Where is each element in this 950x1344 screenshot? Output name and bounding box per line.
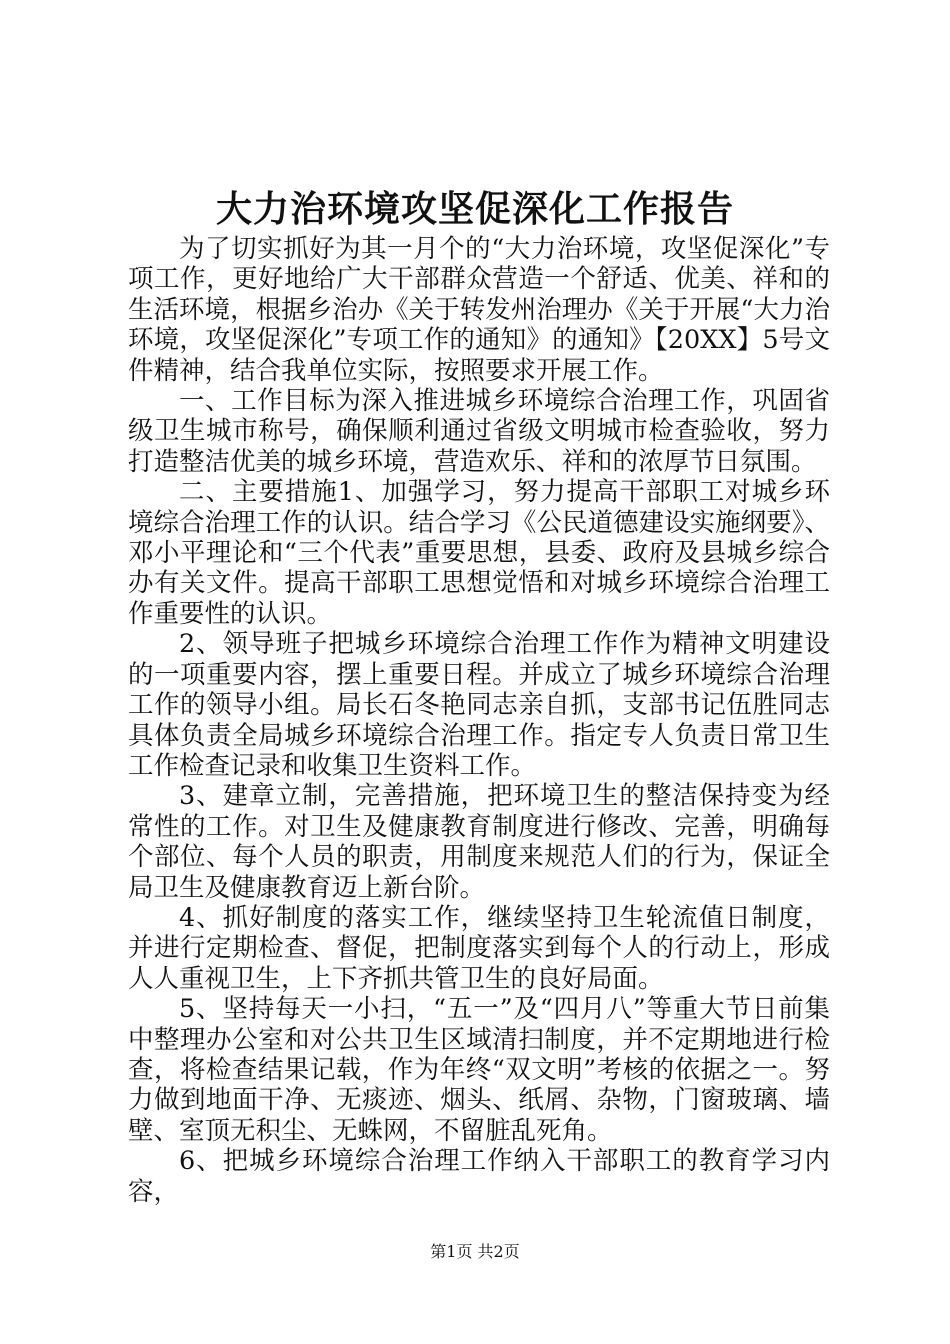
page-footer: 第1页 共2页 <box>430 1242 520 1261</box>
document-body <box>128 234 830 1207</box>
paragraph-intro: 为了切实抓好为其一月个的“大力治环境，攻坚促深化”专项工作，更好地给广大干部群众营造一个舒适、优美、祥和的生活环境，根据乡治办《关于转发州治理办《关于开展“大力治环境，攻坚促深化”专项工作的通知》的通知》【20XX】5号文件精神，结合我单位实际，按照要求开展工作。 <box>128 234 830 386</box>
paragraph-measures-1: 二、主要措施1、加强学习，努力提高干部职工对城乡环境综合治理工作的认识。结合学习《公民道德建设实施纲要》、邓小平理论和“三个代表”重要思想，县委、政府及县城乡综合办有关文件。提高干部职工思想觉悟和对城乡环境综合治理工作重要性的认识。 <box>128 477 830 629</box>
paragraph-measures-2: 2、领导班子把城乡环境综合治理工作作为精神文明建设的一项重要内容，摆上重要日程。并成立了城乡环境综合治理工作的领导小组。局长石冬艳同志亲自抓，支部书记伍胜同志具体负责全局城乡环境综合治理工作。指定专人负责日常卫生工作检查记录和收集卫生资料工作。 <box>128 629 830 781</box>
paragraph-measures-3: 3、建章立制，完善措施，把环境卫生的整洁保持变为经常性的工作。对卫生及健康教育制度进行修改、完善，明确每个部位、每个人员的职责，用制度来规范人们的行为，保证全局卫生及健康教育迈上新台阶。 <box>128 781 830 903</box>
document-title: 大力治环境攻坚促深化工作报告 <box>215 188 734 230</box>
paragraph-measures-4: 4、抓好制度的落实工作，继续坚持卫生轮流值日制度，并进行定期检查、督促，把制度落实到每个人的行动上，形成人人重视卫生，上下齐抓共管卫生的良好局面。 <box>128 902 830 994</box>
paragraph-measures-6: 6、把城乡环境综合治理工作纳入干部职工的教育学习内容， <box>128 1146 830 1207</box>
paragraph-goals: 一、工作目标为深入推进城乡环境综合治理工作，巩固省级卫生城市称号，确保顺利通过省级文明城市检查验收，努力打造整洁优美的城乡环境，营造欢乐、祥和的浓厚节日氛围。 <box>128 386 830 477</box>
paragraph-measures-5: 5、坚持每天一小扫，“五一”及“四月八”等重大节日前集中整理办公室和对公共卫生区域清扫制度，并不定期地进行检查，将检查结果记载，作为年终“双文明”考核的依据之一。努力做到地面干净、无痰迹、烟头、纸屑、杂物，门窗玻璃、墙壁、室顶无积尘、无蛛网，不留脏乱死角。 <box>128 994 830 1146</box>
